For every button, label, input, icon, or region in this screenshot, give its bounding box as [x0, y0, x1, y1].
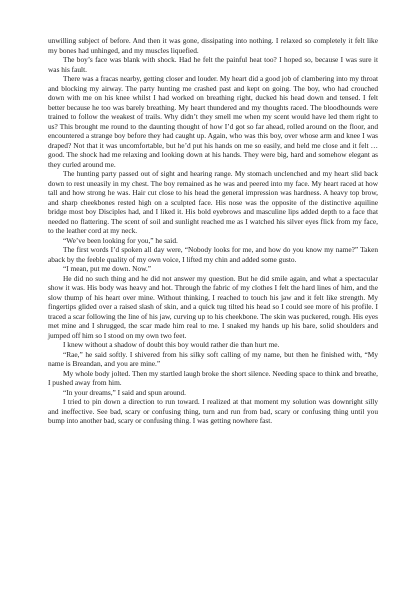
paragraph: My whole body jolted. Then my startled laugh broke the short silence. Needing space to think and breathe, I pushed away from him.: [48, 368, 378, 387]
paragraph: The boy’s face was blank with shock. Had he felt the painful heat too? I hoped so, because I was sure it was his fault.: [48, 55, 378, 74]
paragraph: The hunting party passed out of sight and hearing range. My stomach unclenched and my heart slid back down to rest uneasily in my chest. The boy remained as he was and peered into my face. My heart raced at how tall and how strong he was. Hair cut close to his head the general impression was hardness. A heavy top brow, and sharp cheekbones rested high on a sculpted face. His nose was the opposite of the distinctive aquiline bridge most boy Disciples had, and I liked it. His bold eyebrows and masculine lips added depth to a face that needed no flattering. The scent of soil and sunlight reached me as I watched his silver eyes flick from my face, to the leather cord at my neck.: [48, 169, 378, 235]
paragraph: I knew without a shadow of doubt this boy would rather die than hurt me.: [63, 340, 280, 349]
paragraph: unwilling subject of before. And then it was gone, dissipating into nothing. I relaxed so completely it felt like my bones had unhinged, and my muscles liquefied.: [48, 36, 378, 55]
paragraph: The first words I’d spoken all day were, “Nobody looks for me, and how do you know my name?” Taken aback by the feeble quality of my own voice, I lifted my chin and added some gusto.: [48, 245, 378, 264]
paragraph: “We’ve been looking for you,” he said.: [63, 235, 178, 245]
paragraph: “Rae,” he said softly. I shivered from his silky soft calling of my name, but then he finished with, “My name is Breandan, and you are mine.”: [48, 349, 378, 368]
paragraph: He did no such thing and he did not answer my question. But he did smile again, and what a spectacular show it was. His body was heavy and hot. Through the fabric of my clothes I felt the hard lines of him, and the slow thump of his heart over mine. Without thinking, I reached to touch his jaw and it felt like strength. My fingertips glided over a raised slash of skin, and a quick tug tilted his head so I could see more of his profile. I traced a scar following the line of his jaw, curving up to his cheekbone. The skin was puckered, rough. His eyes met mine and I shrugged, the scar made him real to me. I snaked my hands up his bare, solid shoulders and jumped off him so I stood on my own two feet.: [48, 273, 378, 340]
paragraph: There was a fracas nearby, getting closer and louder. My heart did a good job of clambering into my throat and blocking my airway. The party hunting me crashed past and kept on going. The boy, who had crouched down with me on his knee whilst I had worked on breathing right, ducked his head down and tensed. I felt better because he too was barely breathing. My heart thundered and my thoughts raced. The bloodhounds were trained to follow the weakest of trails. Why didn’t they smell me when my scent would have led them right to us? This brought me round to the daunting thought of how I’d got so far ahead, rolled around on the floor, and encountered a strange boy before they had caught up. Again, who was this boy, over whose arm and knee I was draped? Not that it was uncomfortable, but he’d put his hands on me so easily, and held me close and it felt … good. The shock had me relaxing and looking down at his hands. They were big, hard and somehow elegant as they curled around me.: [48, 74, 378, 169]
document-page: [48, 36, 378, 426]
paragraph: “In your dreams,” I said and spun around.: [63, 387, 186, 397]
paragraph: “I mean, put me down. Now.”: [63, 264, 152, 273]
paragraph: I tried to pin down a direction to run toward. I realized at that moment my solution was downright silly and ineffective. See bad, scary or confusing thing, turn and run from bad, scary or confusing thing until you bump into another bad, scary or confusing thing. I was getting nowhere fast.: [48, 397, 378, 425]
